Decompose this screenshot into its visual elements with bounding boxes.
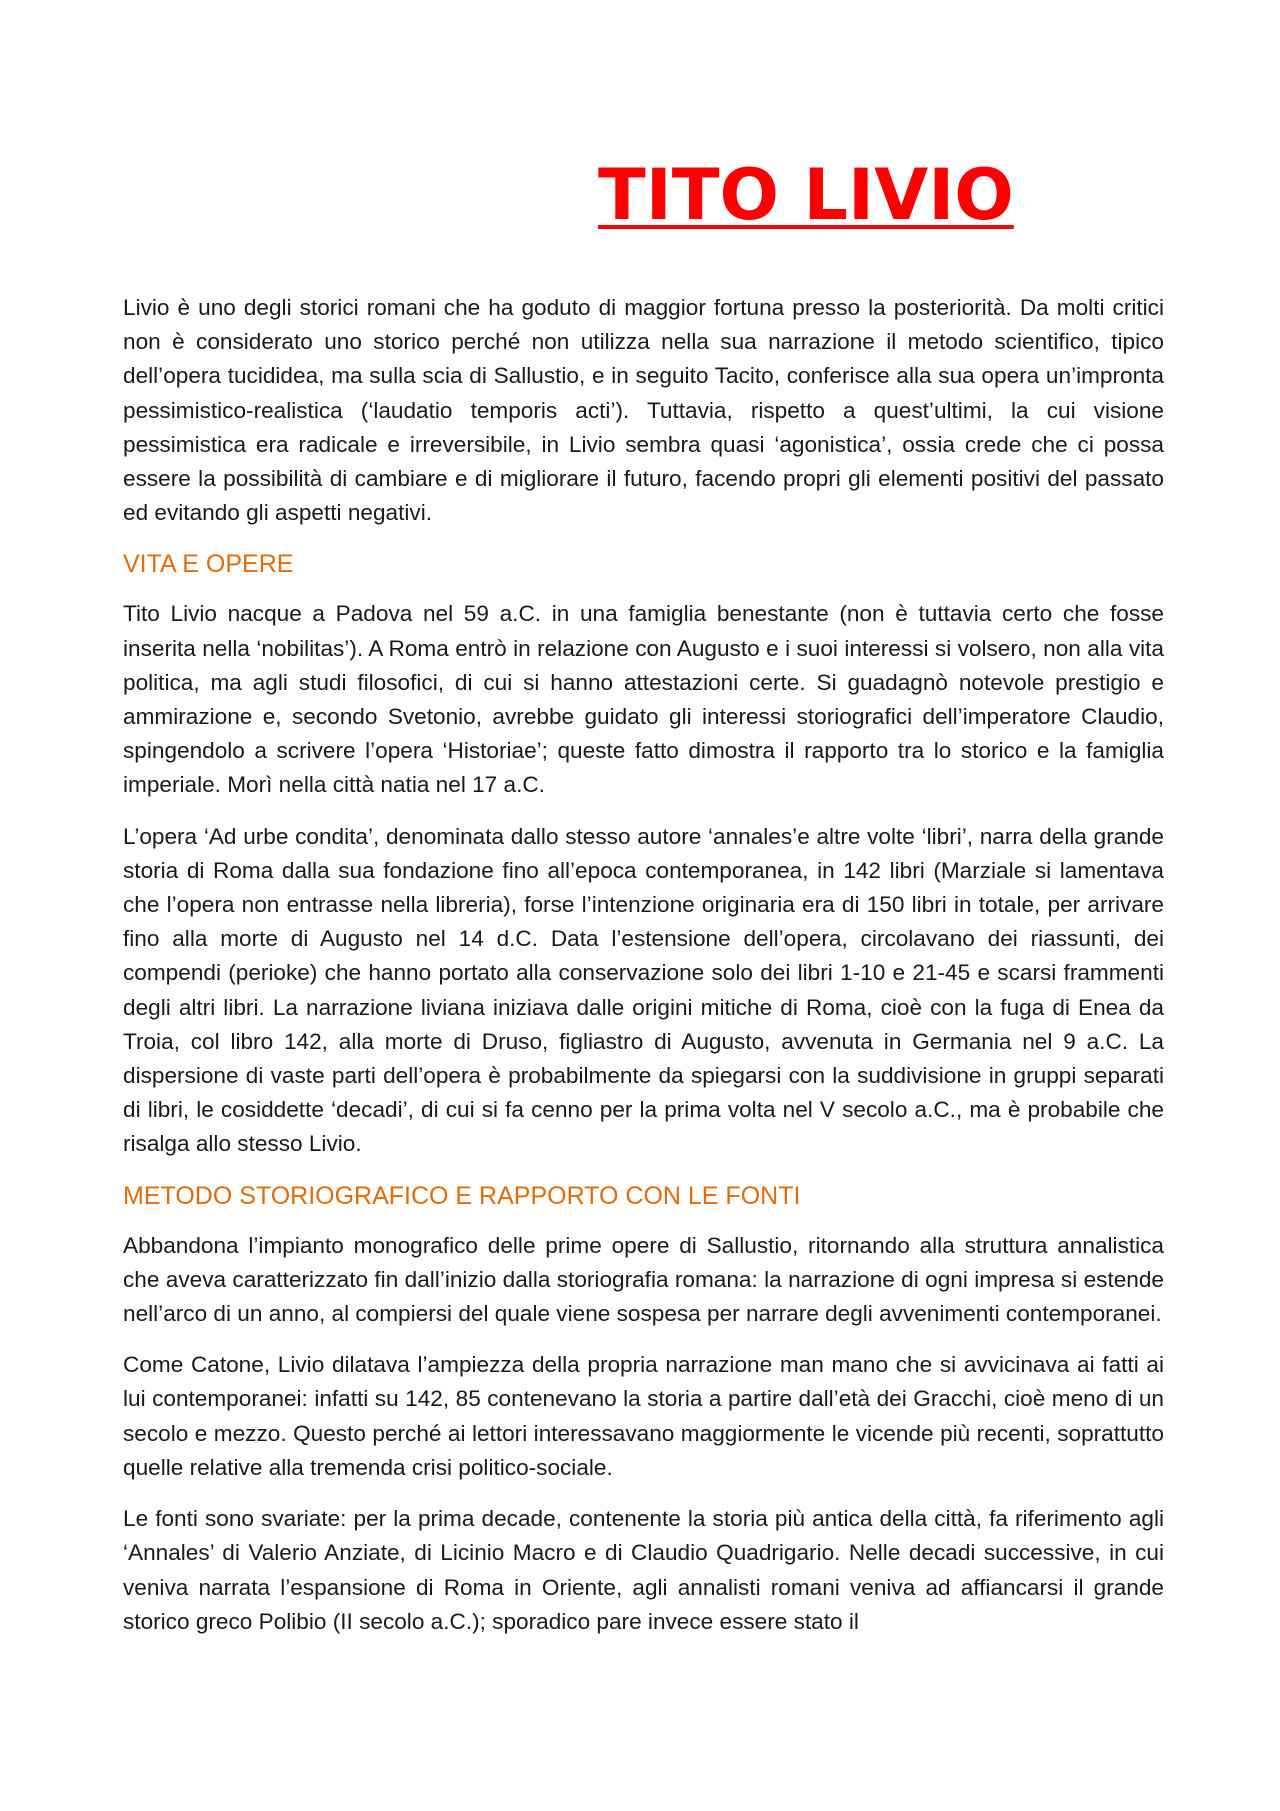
document-body: [123, 291, 1164, 1656]
intro-paragraph: Livio è uno degli storici romani che ha goduto di maggior fortuna presso la posteriorità. Da molti critici non è considerato uno storico perché non utilizza nella sua narrazione il metodo scientifico, tipico dell’opera tucididea, ma sulla scia di Sallustio, e in seguito Tacito, conferisce alla sua opera un’impronta pessimistico-realistica (‘laudatio temporis acti’). Tuttavia, rispetto a quest’ultimi, la cui visione pessimistica era radicale e irreversibile, in Livio sembra quasi ‘agonistica’, ossia crede che ci possa essere la possibilità di cambiare e di migliorare il futuro, facendo propri gli elementi positivi del passato ed evitando gli aspetti negativi.: [123, 295, 1164, 526]
paragraph: Le fonti sono svariate: per la prima decade, contenente la storia più antica della città, fa riferimento agli ‘Annales’ di Valerio Anziate, di Licinio Macro e di Claudio Quadrigario. Nelle decadi successive, in cui veniva narrata l’espansione di Roma in Oriente, agli annalisti romani veniva ad affiancarsi il grande storico greco Polibio (II secolo a.C.); sporadico pare invece essere stato il: [123, 1506, 1164, 1634]
section-heading-metodo-storiografico: METODO STORIOGRAFICO E RAPPORTO CON LE FONTI: [123, 1181, 801, 1210]
document-title: TITO LIVIO: [598, 154, 1014, 236]
paragraph: L’opera ‘Ad urbe condita’, denominata dallo stesso autore ‘annales’e altre volte ‘libri’, narra della grande storia di Roma dalla sua fondazione fino all’epoca contemporanea, in 142 libri (Marziale si lamentava che l’opera non entrasse nella libreria), forse l’intenzione originaria era di 150 libri in totale, per arrivare fino alla morte di Augusto nel 14 d.C. Data l’estensione dell’opera, circolavano dei riassunti, dei compendi (perioke) che hanno portato alla conservazione solo dei libri 1-10 e 21-45 e scarsi frammenti degli altri libri. La narrazione liviana iniziava dalle origini mitiche di Roma, cioè con la fuga di Enea da Troia, col libro 142, alla morte di Druso, figliastro di Augusto, avvenuta in Germania nel 9 a.C. La dispersione di vaste parti dell’opera è probabilmente da spiegarsi con la suddivisione in gruppi separati di libri, le cosiddette ‘decadi’, di cui si fa cenno per la prima volta nel V secolo a.C., ma è probabile che risalga allo stesso Livio.: [123, 823, 1164, 1157]
paragraph: Tito Livio nacque a Padova nel 59 a.C. in una famiglia benestante (non è tuttavia certo che fosse inserita nella ‘nobilitas’). A Roma entrò in relazione con Augusto e i suoi interessi si volsero, non alla vita politica, ma agli studi filosofici, di cui si hanno attestazioni certe. Si guadagnò notevole prestigio e ammirazione e, secondo Svetonio, avrebbe guidato gli interessi storiografici dell’imperatore Claudio, spingendolo a scrivere l’opera ‘Historiae’; queste fatto dimostra il rapporto tra lo storico e la famiglia imperiale. Morì nella città natia nel 17 a.C.: [123, 601, 1164, 798]
paragraph: Come Catone, Livio dilatava l’ampiezza della propria narrazione man mano che si avvicinava ai fatti ai lui contemporanei: infatti su 142, 85 contenevano la storia a partire dall’età dei Gracchi, cioè meno di un secolo e mezzo. Questo perché ai lettori interessavano maggiormente le vicende più recenti, soprattutto quelle relative alla tremenda crisi politico-sociale.: [123, 1352, 1164, 1480]
section-heading-vita-e-opere: VITA E OPERE: [123, 550, 294, 579]
paragraph: Abbandona l’impianto monografico delle prime opere di Sallustio, ritornando alla struttura annalistica che aveva caratterizzato fin dall’inizio dalla storiografia romana: la narrazione di ogni impresa si estende nell’arco di un anno, al compiersi del quale viene sospesa per narrare degli avvenimenti contemporanei.: [123, 1232, 1164, 1327]
